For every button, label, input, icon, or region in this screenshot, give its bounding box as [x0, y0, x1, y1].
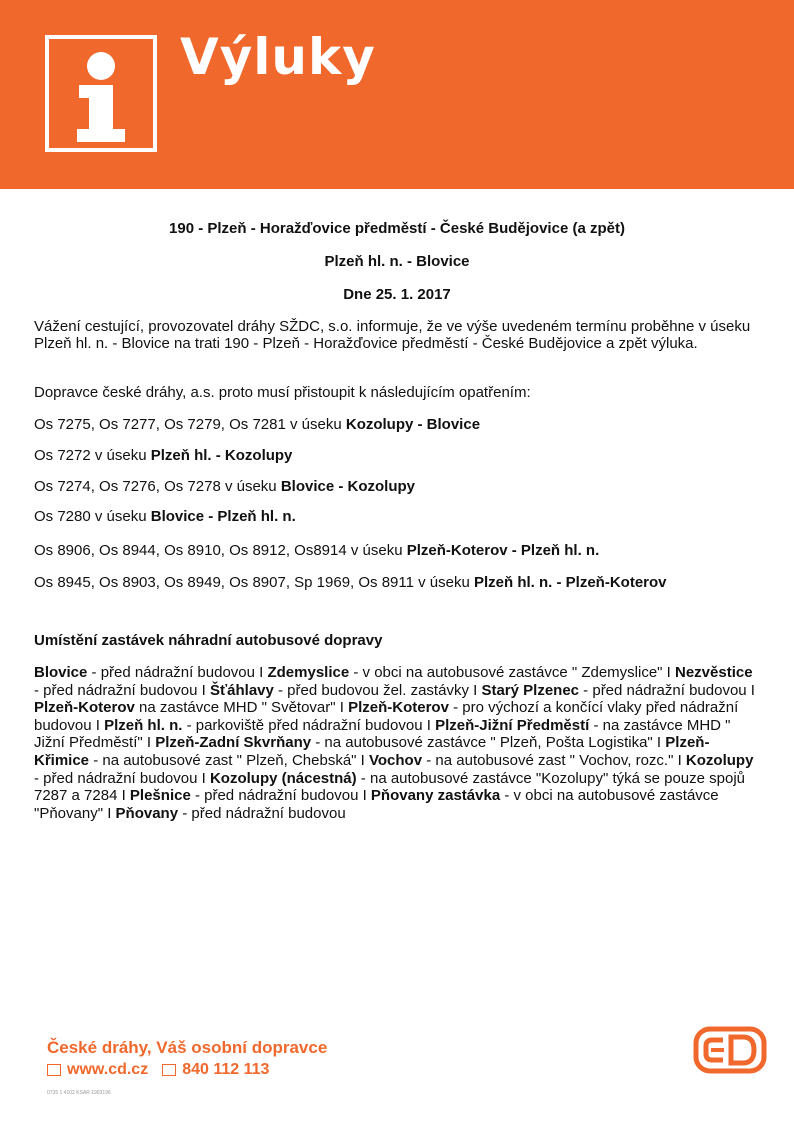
stop-name: Plzeň-Koterov	[348, 699, 449, 717]
measure-section: Blovice - Kozolupy	[280, 478, 415, 495]
stop-desc: - na autobusové zastávce " Plzeň, Pošta Logistika" I	[311, 734, 666, 752]
measure-line	[34, 508, 296, 525]
measure-line	[34, 478, 415, 495]
measure-line	[34, 574, 667, 591]
stop-name: Kozolupy (nácestná)	[209, 769, 357, 787]
measure-trains: Os 7275, Os 7277, Os 7279, Os 7281 v úseku	[34, 416, 346, 433]
stop-name: Nezvěstice	[675, 664, 753, 681]
stop-desc: - před nádražní budovou	[178, 804, 346, 822]
measure-trains: Os 7274, Os 7276, Os 7278 v úseku	[34, 478, 281, 495]
footer-phone: 840 112 113	[182, 1061, 270, 1078]
cd-logo	[693, 1025, 767, 1080]
measure-trains: Os 7272 v úseku	[34, 447, 151, 464]
stop-desc: - na zastávce MHD " Jižní Předměstí" I	[34, 716, 731, 752]
stop-desc: - před nádražní budovou I	[87, 664, 268, 681]
stop-name: Starý Plzenec	[481, 681, 580, 699]
web-icon	[47, 1064, 61, 1076]
measure-line	[34, 416, 480, 433]
stops-title: Umístění zastávek náhradní autobusové dopravy	[34, 632, 383, 649]
stop-name: Plešnice	[129, 787, 191, 805]
stop-name: Kozolupy	[685, 751, 754, 769]
stop-desc: - na autobusové zast " Plzeň, Chebská" I	[89, 751, 369, 769]
measure-trains: Os 8906, Os 8944, Os 8910, Os 8912, Os8914 v úseku	[34, 542, 407, 559]
info-icon	[45, 35, 157, 152]
stop-name: Zdemyslice	[267, 664, 350, 681]
stop-name: Plzeň-Zadní Skvrňany	[155, 734, 312, 752]
intro-paragraph: Vážení cestující, provozovatel dráhy SŽDC, s.o. informuje, že ve výše uvedeném termínu proběhne v úseku Plzeň hl. n. - Blovice na trati 190 - Plzeň - Horažďovice předměstí - České Budějovice a zpět výluka.	[34, 318, 751, 352]
stop-desc: - před budovou žel. zastávky I	[273, 681, 482, 699]
stop-desc: - před nádražní budovou I	[34, 769, 210, 787]
stop-desc: - v obci na autobusové zastávce " Zdemyslice" I	[349, 664, 675, 681]
measure-section: Plzeň hl. n. - Plzeň-Koterov	[474, 574, 667, 591]
stop-name: Plzeň hl. n.	[104, 716, 183, 734]
footer-contacts	[47, 1061, 269, 1079]
stop-name: Pňovany zastávka	[370, 787, 501, 805]
stop-desc: - na autobusové zastávce "Kozolupy" týká se pouze spojů 7287 a 7284 I	[34, 769, 746, 805]
footer-web-link[interactable]: www.cd.cz	[67, 1061, 149, 1078]
stop-desc: na zastávce MHD " Světovar" I	[134, 699, 349, 717]
stop-name: Plzeň-Koterov	[34, 699, 135, 717]
measure-section: Kozolupy - Blovice	[345, 416, 481, 433]
small-print: 0735 1 4102 KSAR 1903196	[47, 1090, 111, 1096]
stop-name: Blovice	[34, 664, 88, 681]
stop-name: Vochov	[369, 751, 423, 769]
carrier-note: Dopravce české dráhy, a.s. proto musí přistoupit k následujícím opatřením:	[34, 384, 531, 401]
section-heading: Plzeň hl. n. - Blovice	[324, 253, 470, 270]
stops-paragraph	[34, 664, 756, 822]
stop-desc: - před nádražní budovou I	[34, 681, 210, 699]
measure-trains: Os 8945, Os 8903, Os 8949, Os 8907, Sp 1969, Os 8911 v úseku	[34, 574, 474, 591]
stop-name: Plzeň-Jižní Předměstí	[435, 716, 590, 734]
stop-desc: - na autobusové zast " Vochov, rozc." I	[422, 751, 686, 769]
measure-section: Blovice - Plzeň hl. n.	[150, 508, 296, 525]
date-heading: Dne 25. 1. 2017	[343, 286, 451, 303]
stop-desc: - pro výchozí a končící vlaky před nádražní budovou I	[34, 699, 739, 734]
footer-slogan: České dráhy, Váš osobní dopravce	[47, 1038, 328, 1057]
stop-desc: - před nádražní budovou I	[579, 681, 755, 699]
stop-desc: - parkoviště před nádražní budovou I	[182, 716, 436, 734]
measure-section: Plzeň hl. - Kozolupy	[150, 447, 293, 464]
measure-section: Plzeň-Koterov - Plzeň hl. n.	[406, 542, 600, 559]
banner-title: Výluky	[180, 28, 376, 86]
measure-trains: Os 7280 v úseku	[34, 508, 151, 525]
stop-desc: - před nádražní budovou I	[190, 787, 371, 805]
phone-icon	[162, 1064, 176, 1076]
measure-line	[34, 542, 599, 559]
stop-name: Šťáhlavy	[209, 681, 274, 699]
measure-line	[34, 447, 292, 464]
stop-name: Plzeň-Křimice	[34, 734, 710, 769]
route-heading: 190 - Plzeň - Horažďovice předměstí - České Budějovice (a zpět)	[169, 220, 625, 237]
header-banner	[0, 0, 794, 189]
stop-desc: - v obci na autobusové zastávce "Pňovany" I	[34, 787, 719, 822]
stop-name: Pňovany	[115, 804, 179, 822]
